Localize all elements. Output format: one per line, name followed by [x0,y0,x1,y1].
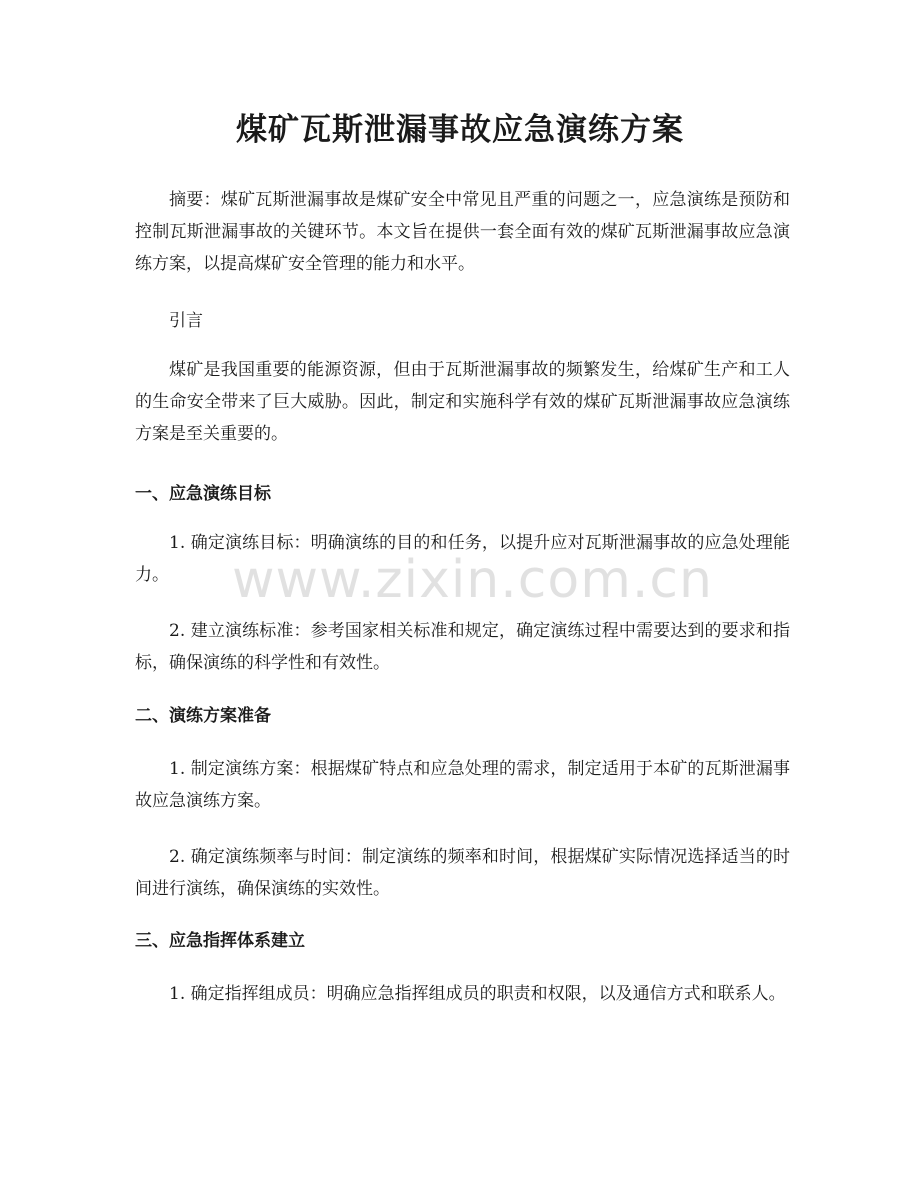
intro-label: 引言 [169,311,203,331]
section-2-item-2: 2. 确定演练频率与时间：制定演练的频率和时间，根据煤矿实际情况选择适当的时间进行演练，确保演练的实效性。 [135,847,790,899]
section-1-item-1: 1. 确定演练目标：明确演练的目的和任务，以提升应对瓦斯泄漏事故的应急处理能力。 [135,533,790,585]
section-1-item-2: 2. 建立演练标准：参考国家相关标准和规定，确定演练过程中需要达到的要求和指标，确保演练的科学性和有效性。 [135,621,790,673]
section-heading-1: 一、应急演练目标 [135,484,271,504]
watermark: www.zixin.com.cn [232,550,713,610]
abstract-paragraph: 摘要：煤矿瓦斯泄漏事故是煤矿安全中常见且严重的问题之一，应急演练是预防和控制瓦斯泄漏事故的关键环节。本文旨在提供一套全面有效的煤矿瓦斯泄漏事故应急演练方案，以提高煤矿安全管理的能力和水平。 [135,190,790,274]
section-heading-2: 二、演练方案准备 [135,706,271,726]
section-2-item-1: 1. 制定演练方案：根据煤矿特点和应急处理的需求，制定适用于本矿的瓦斯泄漏事故应急演练方案。 [135,759,790,811]
section-heading-3: 三、应急指挥体系建立 [135,931,305,951]
intro-paragraph: 煤矿是我国重要的能源资源，但由于瓦斯泄漏事故的频繁发生，给煤矿生产和工人的生命安全带来了巨大威胁。因此，制定和实施科学有效的煤矿瓦斯泄漏事故应急演练方案是至关重要的。 [135,360,790,444]
section-3-item-1: 1. 确定指挥组成员：明确应急指挥组成员的职责和权限，以及通信方式和联系人。 [169,984,786,1004]
document-title: 煤矿瓦斯泄漏事故应急演练方案 [236,112,684,148]
